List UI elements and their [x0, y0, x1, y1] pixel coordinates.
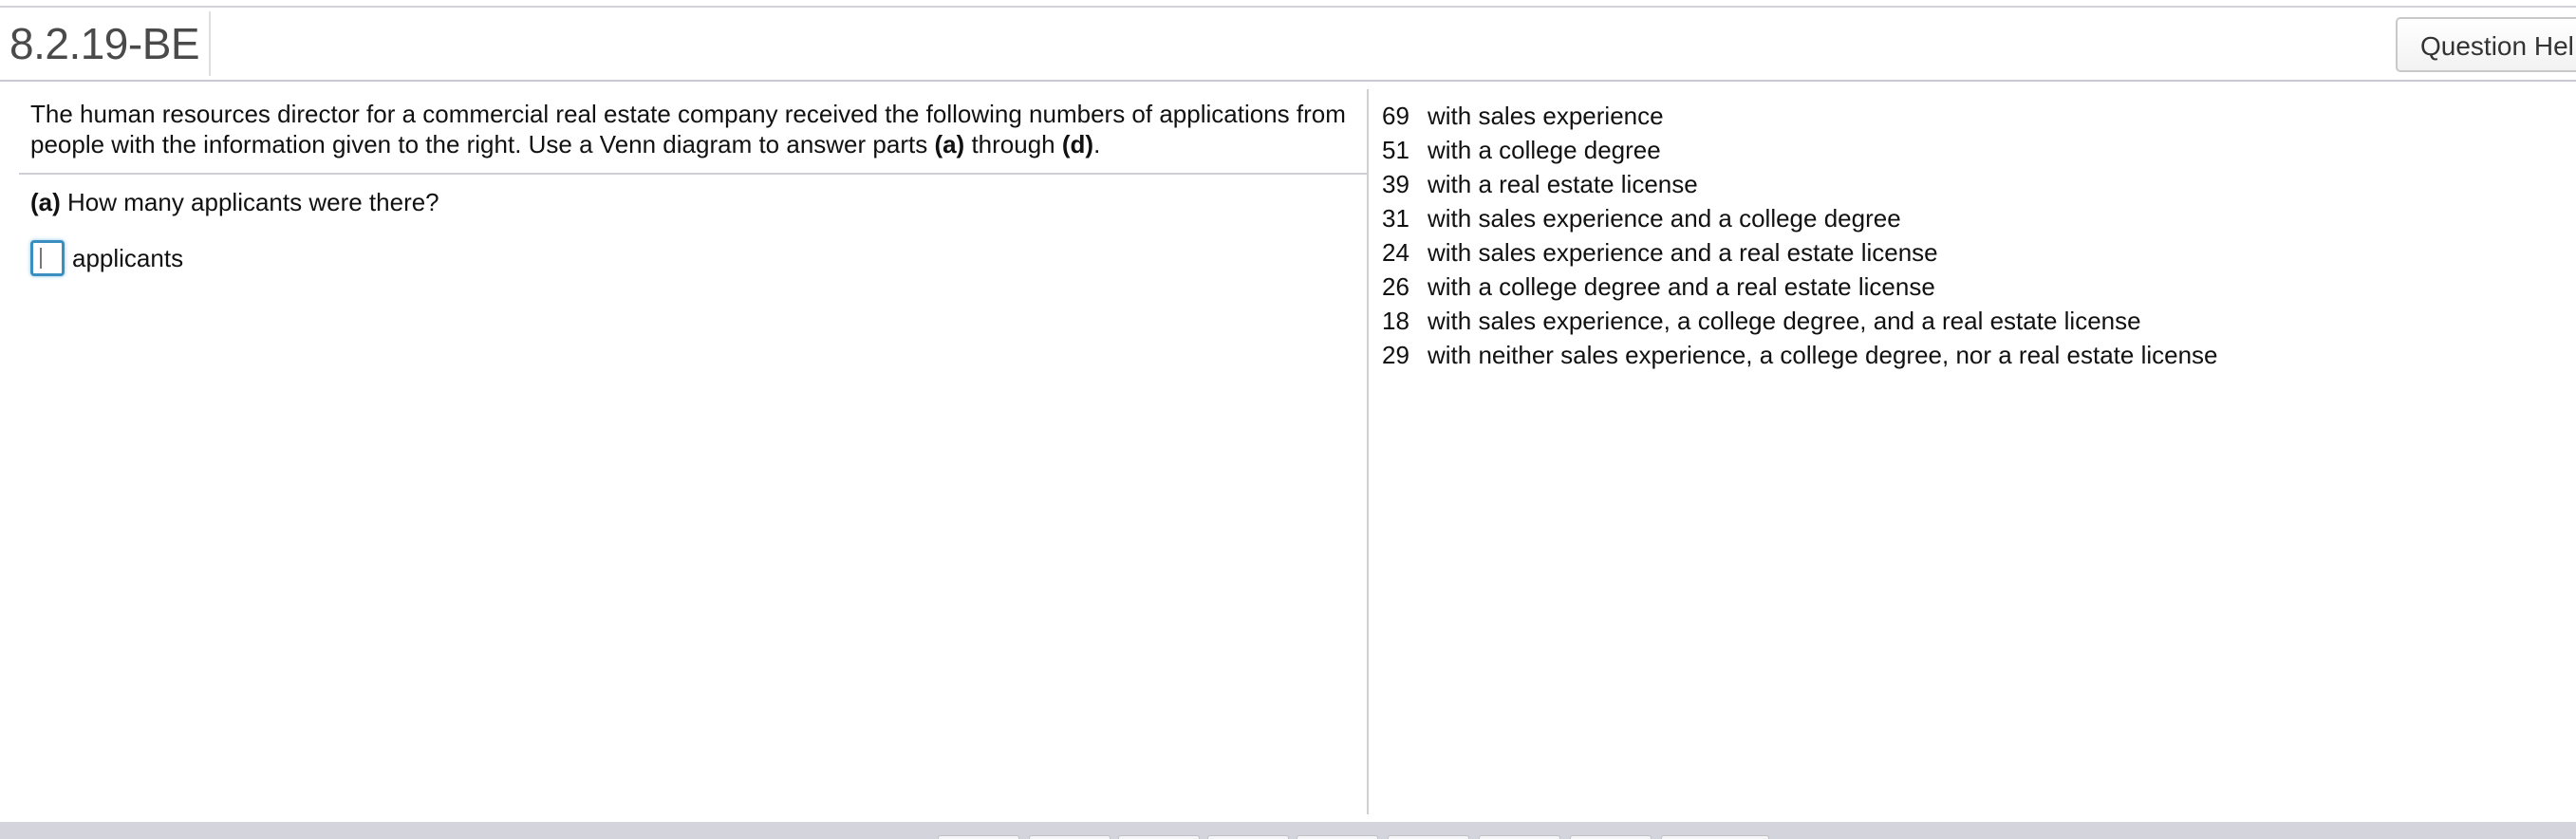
answer-row	[30, 237, 183, 279]
question-part-label: (a)	[30, 188, 61, 216]
data-label: with sales experience and a real estate license	[1428, 238, 1938, 267]
data-row	[1382, 235, 2559, 270]
data-label: with neither sales experience, a college degree, nor a real estate license	[1428, 341, 2218, 369]
applicants-answer-input[interactable]	[30, 240, 65, 276]
header-divider	[209, 11, 211, 76]
statement-period: .	[1093, 130, 1101, 158]
data-label: with a college degree	[1428, 136, 1661, 164]
footer-tab[interactable]	[1479, 835, 1560, 839]
question-pane	[19, 91, 1367, 812]
statement-part-a: (a)	[934, 130, 965, 158]
footer-tab[interactable]	[1570, 835, 1652, 839]
footer-tab[interactable]	[1661, 835, 1769, 839]
data-row	[1382, 167, 2559, 201]
data-row	[1382, 201, 2559, 235]
data-label: with a real estate license	[1428, 170, 1698, 198]
data-row	[1382, 133, 2559, 167]
footer-tab[interactable]	[1207, 835, 1289, 839]
data-label: with sales experience and a college degree	[1428, 204, 1901, 233]
statement-text: The human resources director for a commercial real estate company received the following numbers of applications from people with the information given to the right. Use a Venn diagram to answer parts	[30, 100, 1346, 158]
data-label: with sales experience, a college degree, and a real estate license	[1428, 307, 2141, 335]
data-pane	[1382, 99, 2559, 372]
data-count: 51	[1382, 136, 1409, 164]
data-count: 29	[1382, 341, 1409, 369]
data-row	[1382, 270, 2559, 304]
data-count: 18	[1382, 307, 1409, 335]
footer-tab[interactable]	[1029, 835, 1111, 839]
data-count: 31	[1382, 204, 1409, 233]
footer-tab[interactable]	[1388, 835, 1469, 839]
data-label: with a college degree and a real estate license	[1428, 272, 1935, 301]
header-bar	[0, 8, 2576, 82]
footer-tab[interactable]	[1118, 835, 1200, 839]
problem-statement	[30, 99, 1369, 159]
problem-id: 8.2.19-BE	[9, 19, 200, 68]
statement-part-d: (d)	[1061, 130, 1094, 158]
data-label: with sales experience	[1428, 102, 1664, 130]
pane-divider	[1367, 89, 1369, 814]
answer-unit-label: applicants	[72, 244, 184, 272]
data-count: 26	[1382, 272, 1409, 301]
data-row	[1382, 338, 2559, 372]
statement-divider	[19, 173, 1367, 175]
footer-tab[interactable]	[938, 835, 1019, 839]
footer-tab[interactable]	[1297, 835, 1378, 839]
statement-text-through: through	[964, 130, 1062, 158]
data-count: 24	[1382, 238, 1409, 267]
text-caret	[40, 248, 42, 269]
question-a	[30, 186, 439, 218]
question-help-button[interactable]: Question Hel	[2396, 17, 2576, 72]
data-count: 69	[1382, 102, 1409, 130]
data-count: 39	[1382, 170, 1409, 198]
question-text: How many applicants were there?	[60, 188, 439, 216]
data-row	[1382, 304, 2559, 338]
data-row	[1382, 99, 2559, 133]
